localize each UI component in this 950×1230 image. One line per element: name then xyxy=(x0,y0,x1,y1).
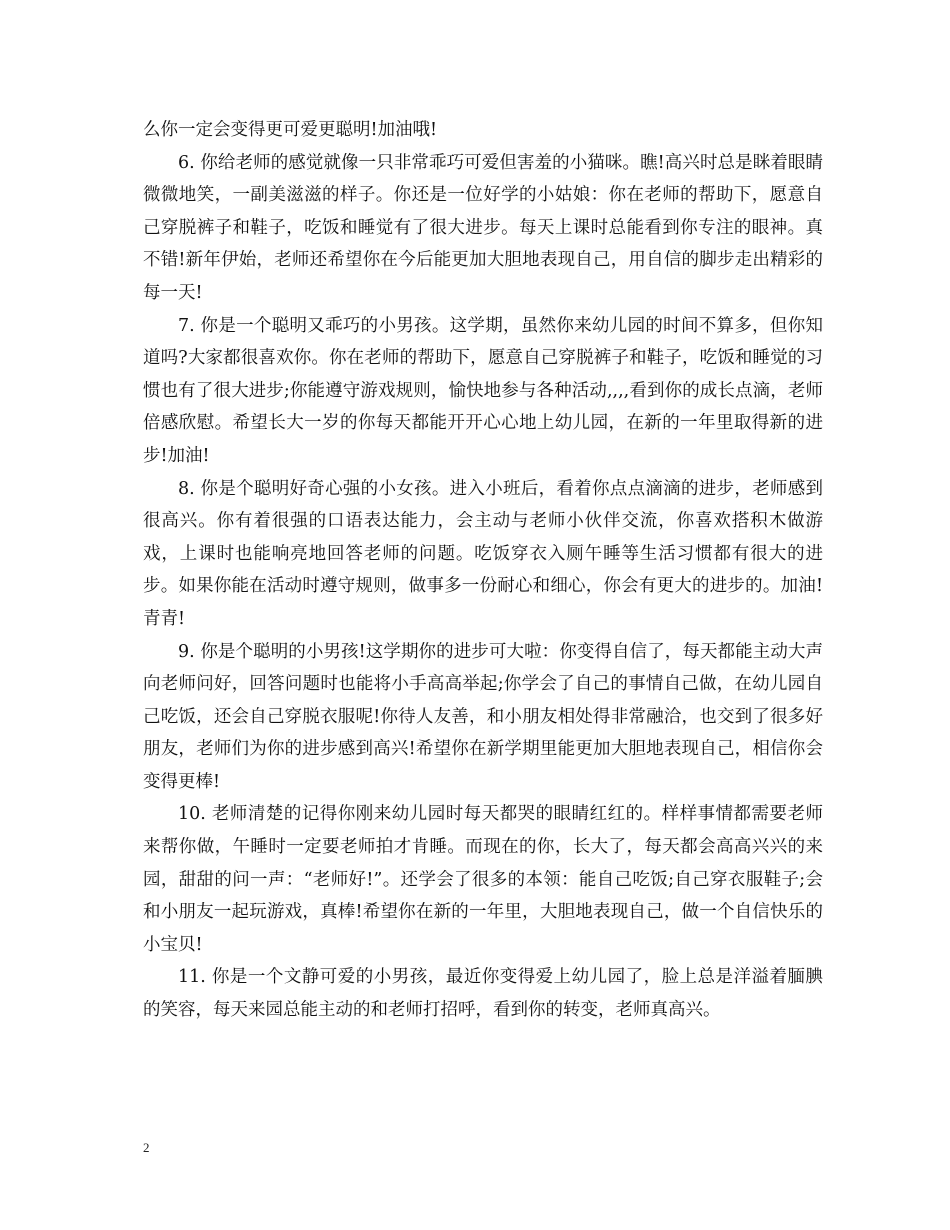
paragraph-item-10: 10. 老师清楚的记得你刚来幼儿园时每天都哭的眼睛红红的。样样事情都需要老师来帮你做，午睡时一定要老师拍才肯睡。而现在的你，长大了，每天都会高高兴兴的来园，甜甜的问一声：“老师好!”。还学会了很多的本领：能自己吃饭;自己穿衣服鞋子;会和小朋友一起玩游戏，真棒!希望你在新的一年里，大胆地表现自己，做一个自信快乐的小宝贝! xyxy=(143,804,823,955)
page-number: 2 xyxy=(143,1140,150,1155)
document-body xyxy=(143,114,823,1027)
paragraph-item-8: 8. 你是个聪明好奇心强的小女孩。进入小班后，看着你点点滴滴的进步，老师感到很高兴。你有着很强的口语表达能力，会主动与老师小伙伴交流，你喜欢搭积木做游戏，上课时也能响亮地回答老师的问题。吃饭穿衣入厕午睡等生活习惯都有很大的进步。如果你能在活动时遵守规则，做事多一份耐心和细心，你会有更大的进步的。加油!青青! xyxy=(143,478,823,629)
paragraph-item-9: 9. 你是个聪明的小男孩!这学期你的进步可大啦：你变得自信了，每天都能主动大声向老师问好，回答问题时也能将小手高高举起;你学会了自己的事情自己做，在幼儿园自己吃饭，还会自己穿脱衣服呢!你待人友善，和小朋友相处得非常融洽，也交到了很多好朋友，老师们为你的进步感到高兴!希望你在新学期里能更加大胆地表现自己，相信你会变得更棒! xyxy=(143,641,823,792)
paragraph-item-6: 6. 你给老师的感觉就像一只非常乖巧可爱但害羞的小猫咪。瞧!高兴时总是眯着眼睛微微地笑，一副美滋滋的样子。你还是一位好学的小姑娘：你在老师的帮助下，愿意自己穿脱裤子和鞋子，吃饭和睡觉有了很大进步。每天上课时总能看到你专注的眼神。真不错!新年伊始，老师还希望你在今后能更加大胆地表现自己，用自信的脚步走出精彩的每一天! xyxy=(143,152,823,303)
paragraph-continuation: 么你一定会变得更可爱更聪明!加油哦! xyxy=(143,120,438,140)
paragraph-item-7: 7. 你是一个聪明又乖巧的小男孩。这学期，虽然你来幼儿园的时间不算多，但你知道吗?大家都很喜欢你。你在老师的帮助下，愿意自己穿脱裤子和鞋子，吃饭和睡觉的习惯也有了很大进步;你能遵守游戏规则，愉快地参与各种活动,,,,看到你的成长点滴，老师倍感欣慰。希望长大一岁的你每天都能开开心心地上幼儿园，在新的一年里取得新的进步!加油! xyxy=(143,315,823,466)
paragraph-item-11: 11. 你是一个文静可爱的小男孩，最近你变得爱上幼儿园了，脸上总是洋溢着腼腆的笑容，每天来园总能主动的和老师打招呼，看到你的转变，老师真高兴。 xyxy=(143,967,823,1021)
